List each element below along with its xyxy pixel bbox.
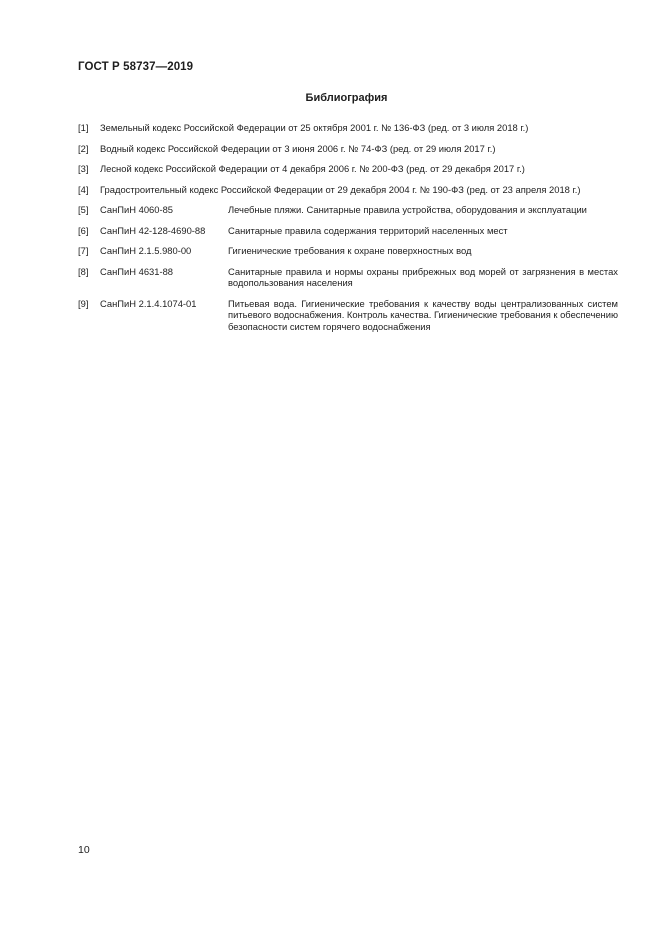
entry-number: [9] — [78, 297, 89, 309]
bibliography-entry — [78, 298, 618, 333]
page-number: 10 — [78, 844, 90, 856]
entry-code: СанПиН 4060-85 — [100, 204, 174, 215]
bibliography-entry — [78, 184, 618, 196]
entry-number: [6] — [78, 224, 89, 236]
entry-code: СанПиН 42-128-4690-88 — [100, 224, 206, 236]
entry-text: Лесной кодекс Российской Федерации от 4 декабря 2006 г. № 200-ФЗ (ред. от 29 декабря 2017 г.) — [100, 163, 525, 174]
bibliography-list — [78, 122, 618, 341]
entry-description: Лечебные пляжи. Санитарные правила устройства, оборудования и эксплуатации — [228, 204, 587, 215]
entry-number: [1] — [78, 122, 89, 133]
entry-description: Питьевая вода. Гигиенические требования к качеству воды централизованных систем питьевого водоснабжения. Контроль качества. Гигиенические требования к обеспечению безопасности систем горячего водоснабжения — [228, 297, 618, 332]
bibliography-entry — [78, 143, 618, 155]
entry-description: Санитарные правила и нормы охраны прибрежных вод морей от загрязнения в местах водопользования населения — [228, 265, 618, 288]
entry-text: Градостроительный кодекс Российской Федерации от 29 декабря 2004 г. № 190-ФЗ (ред. от 23 апреля 2018 г.) — [100, 183, 581, 195]
document-header: ГОСТ Р 58737—2019 — [78, 61, 194, 73]
entry-text: Водный кодекс Российской Федерации от 3 июня 2006 г. № 74-ФЗ (ред. от 29 июля 2017 г.) — [100, 142, 496, 154]
entry-code: СанПиН 2.1.4.1074-01 — [100, 297, 197, 309]
entry-number: [3] — [78, 163, 89, 174]
section-title: Библиография — [305, 92, 388, 104]
bibliography-entry — [78, 225, 618, 237]
entry-description: Санитарные правила содержания территорий населенных мест — [228, 224, 508, 236]
entry-number: [4] — [78, 183, 89, 195]
bibliography-entry — [78, 163, 618, 175]
entry-code: СанПиН 4631-88 — [100, 265, 174, 277]
entry-number: [5] — [78, 204, 89, 215]
bibliography-entry — [78, 204, 618, 216]
bibliography-entry — [78, 266, 618, 289]
entry-text: Земельный кодекс Российской Федерации от 25 октября 2001 г. № 136-ФЗ (ред. от 3 июля 2018 г.) — [100, 122, 529, 133]
entry-code: СанПиН 2.1.5.980-00 — [100, 245, 192, 256]
entry-number: [8] — [78, 265, 89, 277]
bibliography-entry — [78, 122, 618, 134]
bibliography-entry — [78, 245, 618, 257]
entry-number: [2] — [78, 142, 89, 154]
entry-description: Гигиенические требования к охране поверхностных вод — [228, 245, 472, 256]
entry-number: [7] — [78, 245, 89, 256]
